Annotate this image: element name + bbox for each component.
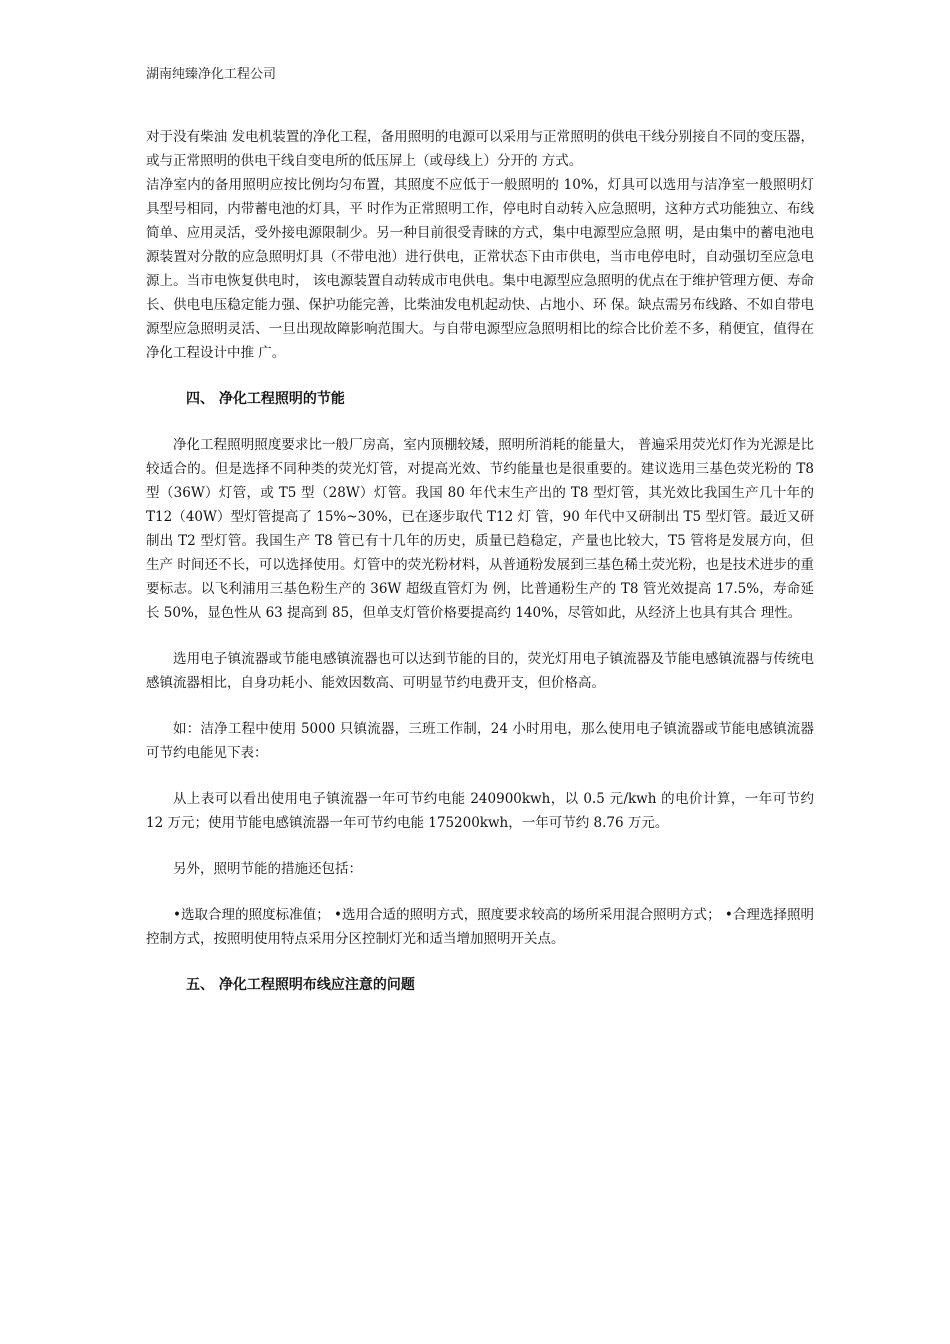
- section-heading-energy-saving: 四、 净化工程照明的节能: [186, 391, 345, 407]
- paragraph-fluorescent-tubes: 净化工程照明照度要求比一般厂房高，室内顶棚较矮，照明所消耗的能量大， 普遍采用荧光灯作为光源是比较适合的。但是选择不同种类的荧光灯管，对提高光效、节约能量也是很重要的。建议选用三基色荧光粉的 T8 型（36W）灯管，或 T5 型（28W）灯管。我国 80 年代末生产出的 T8 型灯管，其光效比我国生产几十年的 T12（40W）型灯管提高了 15%~30%，已在逐步取代 T12 灯 管，90 年代中又研制出 T5 型灯管。最近又研制出 T2 型灯管。我国生产 T8 管已有十几年的历史，质量已趋稳定，产量也比较大，T5 管将是发展方向，但生产 时间还不长，可以选择使用。灯管中的荧光粉材料，从普通粉发展到三基色稀土荧光粉，也是技术进步的重要标志。以飞利浦用三基色粉生产的 36W 超级直管灯为 例，比普通粉生产的 T8 管光效提高 17.5%，寿命延长 50%，显色性从 63 提高到 85，但单支灯管价格要提高约 140%，尽管如此，从经济上也具有其合 理性。: [146, 437, 814, 621]
- document-header: 湖南纯臻净化工程公司: [146, 67, 277, 82]
- paragraph-measures-list: •选取合理的照度标准值； •选用合适的照明方式，照度要求较高的场所采用混合照明方式； •合理选择照明控制方式，按照明使用特点采用分区控制灯光和适当增加照明开关点。: [146, 907, 814, 947]
- document-body: [146, 125, 814, 997]
- paragraph-backup-power: 对于没有柴油 发电机装置的净化工程，备用照明的电源可以采用与正常照明的供电干线分别接自不同的变压器，或与正常照明的供电干线自变电所的低压屏上（或母线上）分开的 方式。: [146, 129, 814, 169]
- paragraph-example: 如：洁净工程中使用 5000 只镇流器，三班工作制，24 小时用电，那么使用电子镇流器或节能电感镇流器可节约电能见下表：: [146, 721, 814, 761]
- paragraph-ballasts: 选用电子镇流器或节能电感镇流器也可以达到节能的目的，荧光灯用电子镇流器及节能电感镇流器与传统电感镇流器相比，自身功耗小、能效因数高、可明显节约电费开支，但价格高。: [146, 651, 814, 691]
- paragraph-other-measures: 另外，照明节能的措施还包括：: [173, 861, 362, 877]
- paragraph-savings: 从上表可以看出使用电子镇流器一年可节约电能 240900kwh，以 0.5 元/kwh 的电价计算，一年可节约 12 万元；使用节能电感镇流器一年可节约电能 175200kwh，一年可节约 8.76 万元。: [146, 791, 814, 831]
- section-heading-wiring: 五、 净化工程照明布线应注意的问题: [186, 977, 415, 993]
- paragraph-backup-lighting: 洁净室内的备用照明应按比例均匀布置，其照度不应低于一般照明的 10%，灯具可以选用与洁净室一般照明灯具型号相同，内带蓄电池的灯具，平 时作为正常照明工作，停电时自动转入应急照明，这种方式功能独立、布线简单、应用灵活，受外接电源限制少。另一种目前很受青睐的方式，集中电源型应急照 明，是由集中的蓄电池电源装置对分散的应急照明灯具（不带电池）进行供电，正常状态下由市供电，当市电停电时，自动强切至应急电源上。当市电恢复供电时， 该电源装置自动转成市电供电。集中电源型应急照明的优点在于维护管理方便、寿命长、供电电压稳定能力强、保护功能完善，比柴油发电机起动快、占地小、环 保。缺点需另布线路、不如自带电源型应急照明灵活、一旦出现故障影响范围大。与自带电源型应急照明相比的综合比价差不多，稍便宜，值得在净化工程设计中推 广。: [146, 177, 814, 361]
